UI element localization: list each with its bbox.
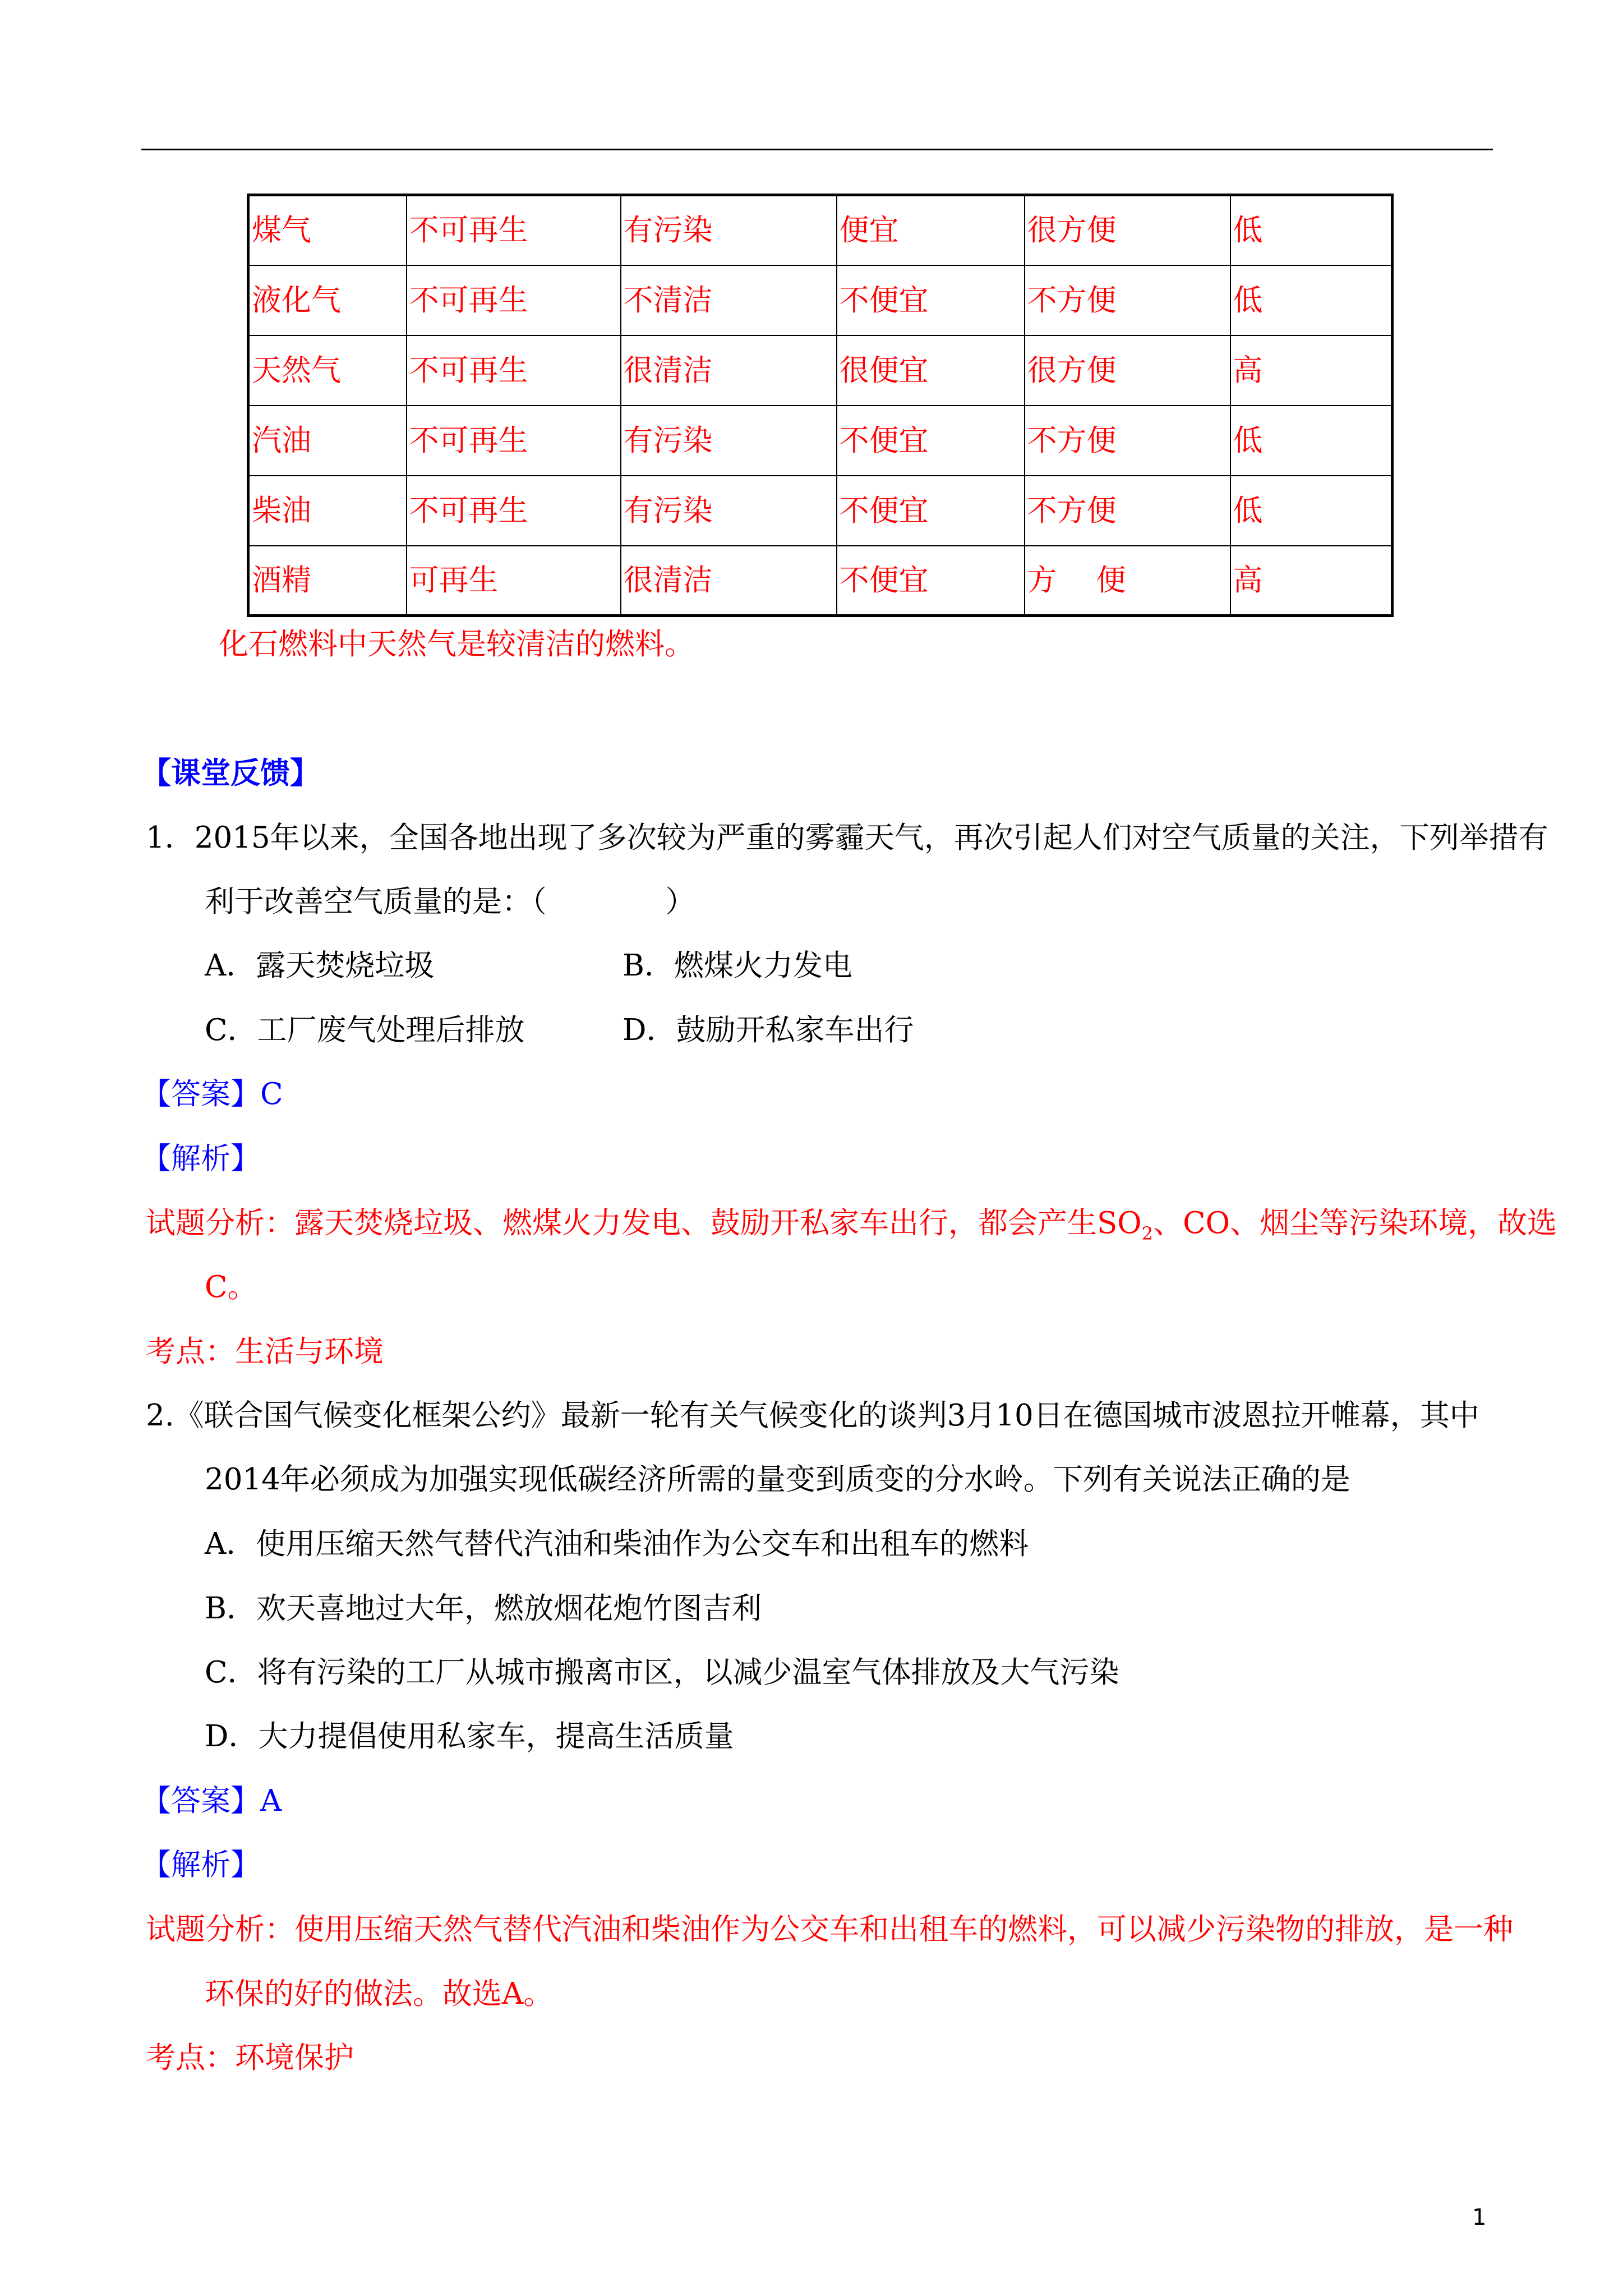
- q2-option-a: A．使用压缩天然气替代汽油和柴油作为公交车和出租车的燃料: [205, 1527, 1029, 1561]
- table-cell: 很清洁: [621, 335, 837, 406]
- table-cell: 不方便: [1025, 265, 1230, 335]
- table-cell: 不可再生: [407, 476, 621, 546]
- table-cell: 不可再生: [407, 406, 621, 476]
- q1-option-a: A．露天焚烧垃圾: [205, 949, 435, 983]
- table-cell: 天然气: [248, 335, 407, 406]
- table-cell: 不便宜: [837, 476, 1025, 546]
- q2-option-c: C．将有污染的工厂从城市搬离市区，以减少温室气体排放及大气污染: [205, 1655, 1119, 1690]
- so2-subscript: 2: [1141, 1223, 1154, 1244]
- table-cell: 煤气: [248, 195, 407, 265]
- table-cell: 方 便: [1025, 546, 1230, 616]
- table-cell: 低: [1230, 265, 1393, 335]
- table-row: [248, 476, 1393, 546]
- q1-stem-line1: 1．2015年以来，全国各地出现了多次较为严重的雾霾天气，再次引起人们对空气质量的关注，下列举措有: [146, 821, 1548, 855]
- q1-option-d: D．鼓励开私家车出行: [623, 1013, 914, 1047]
- table-cell: 很清洁: [621, 546, 837, 616]
- q1-analysis-pre: 试题分析：露天焚烧垃圾、燃煤火力发电、鼓励开私家车出行，都会产生SO: [146, 1206, 1142, 1240]
- table-cell: 很方便: [1025, 335, 1230, 406]
- table-cell: 高: [1230, 335, 1393, 406]
- table-cell: 低: [1230, 476, 1393, 546]
- q1-analysis-line1: [146, 1206, 1557, 1244]
- table-row: [248, 406, 1393, 476]
- table-cell: 有污染: [621, 195, 837, 265]
- fuel-comparison-table: [247, 194, 1394, 617]
- section-title: 【课堂反馈】: [141, 756, 320, 790]
- q2-answer: 【答案】A: [141, 1784, 282, 1818]
- table-cell: 很方便: [1025, 195, 1230, 265]
- q1-option-c: C．工厂废气处理后排放: [205, 1013, 525, 1047]
- header-rule: [141, 149, 1493, 150]
- table-cell: 不便宜: [837, 546, 1025, 616]
- table-cell: 有污染: [621, 476, 837, 546]
- table-cell: 不可再生: [407, 195, 621, 265]
- table-cell: 低: [1230, 195, 1393, 265]
- table-cell: 高: [1230, 546, 1393, 616]
- table-cell: 柴油: [248, 476, 407, 546]
- q1-option-b: B．燃煤火力发电: [623, 949, 852, 983]
- q1-stem-line2: 利于改善空气质量的是：（ ）: [205, 885, 695, 919]
- table-cell: 不便宜: [837, 406, 1025, 476]
- table-cell: 有污染: [621, 406, 837, 476]
- table-cell: 不便宜: [837, 265, 1025, 335]
- page-number: 1: [1472, 2205, 1487, 2230]
- q1-analysis-line2: C。: [205, 1270, 257, 1304]
- table-cell: 低: [1230, 406, 1393, 476]
- q2-stem-line2: 2014年必须成为加强实现低碳经济所需的量变到质变的分水岭。下列有关说法正确的是: [205, 1462, 1350, 1497]
- table-note: 化石燃料中天然气是较清洁的燃料。: [219, 627, 694, 661]
- table-cell: 不可再生: [407, 265, 621, 335]
- table-cell: 不清洁: [621, 265, 837, 335]
- table-cell: 可再生: [407, 546, 621, 616]
- table-cell: 酒精: [248, 546, 407, 616]
- table-row: [248, 265, 1393, 335]
- table-row: [248, 546, 1393, 616]
- q2-analysis-line1: 试题分析：使用压缩天然气替代汽油和柴油作为公交车和出租车的燃料，可以减少污染物的排放，是一种: [146, 1912, 1513, 1947]
- q1-point: 考点：生活与环境: [146, 1335, 384, 1369]
- q2-stem-line1: 2.《联合国气候变化框架公约》最新一轮有关气候变化的谈判3月10日在德国城市波恩拉开帷幕，其中: [146, 1398, 1479, 1433]
- q1-analysis-post: 、CO、烟尘等污染环境，故选: [1153, 1206, 1557, 1240]
- table-row: [248, 335, 1393, 406]
- table-cell: 不可再生: [407, 335, 621, 406]
- q1-analysis-title: 【解析】: [141, 1142, 260, 1176]
- q2-option-b: B．欢天喜地过大年，燃放烟花炮竹图吉利: [205, 1591, 762, 1626]
- table-cell: 很便宜: [837, 335, 1025, 406]
- table-cell: 汽油: [248, 406, 407, 476]
- table-cell: 液化气: [248, 265, 407, 335]
- q1-answer: 【答案】C: [141, 1077, 283, 1111]
- table-cell: 不方便: [1025, 476, 1230, 546]
- table-row: [248, 195, 1393, 265]
- q2-analysis-line2: 环保的好的做法。故选A。: [205, 1977, 554, 2011]
- table-cell: 不方便: [1025, 406, 1230, 476]
- q2-analysis-title: 【解析】: [141, 1848, 260, 1882]
- q2-option-d: D．大力提倡使用私家车，提高生活质量: [205, 1719, 734, 1754]
- q2-point: 考点：环境保护: [146, 2041, 354, 2075]
- table-cell: 便宜: [837, 195, 1025, 265]
